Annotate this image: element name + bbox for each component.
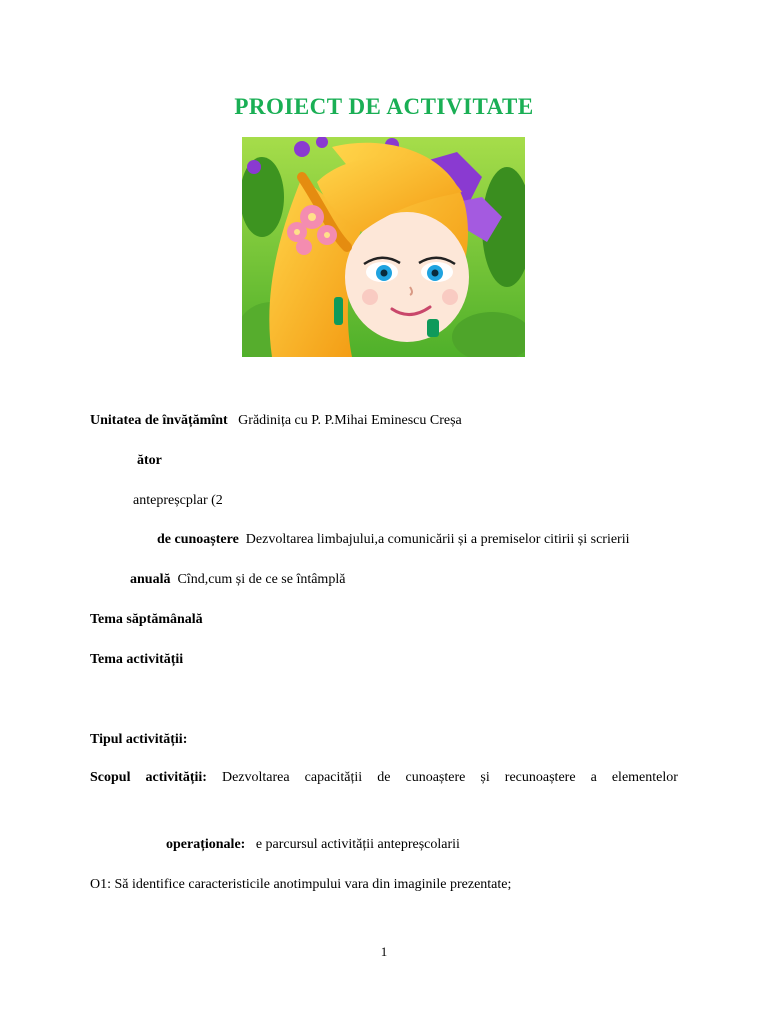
field-obiective [166, 836, 460, 854]
field-grupa [133, 492, 223, 510]
field-label-tema-anuala: anuală [130, 572, 171, 587]
field-educator [137, 452, 162, 470]
scopul-value-word: elementelor [611, 770, 678, 785]
fairy-girl-illustration [242, 137, 525, 357]
scopul-value-word: și [480, 770, 490, 785]
field-label-educator: ător [137, 453, 162, 468]
field-value-domeniul: Dezvoltarea limbajului,a comunicării și a premiselor citirii și scrierii [245, 532, 630, 547]
field-label-tema-activitatii: Tema activității [90, 652, 184, 667]
field-tema-activitatii [90, 651, 183, 669]
field-unitatea [90, 412, 462, 430]
scopul-label-word: activității: [145, 770, 207, 785]
scopul-value-word: Dezvoltarea [221, 770, 290, 785]
scopul-value-word: cunoaștere [405, 770, 466, 785]
field-label-tema-saptamanala: Tema săptămânală [90, 612, 203, 627]
field-label-domeniul: de cunoaștere [157, 532, 239, 547]
scopul-value-word: a [590, 770, 597, 785]
field-label-obiective: operaționale: [166, 837, 246, 852]
scopul-value-word: capacității [304, 770, 363, 785]
field-scopul [90, 769, 678, 787]
field-tema-anuala [130, 571, 345, 589]
objective-o1: O1: Să identifice caracteristicile anotimpului vara din imaginile prezentate; [90, 877, 512, 892]
field-value-obiective: e parcursul activității antepreșcolarii [255, 837, 460, 852]
field-label-tipul: Tipul activității: [90, 732, 188, 747]
field-value-unitatea: Grădinița cu P. P.Mihai Eminescu Creșa [238, 413, 462, 428]
field-value-grupa: antepreșcplar (2 [133, 493, 223, 508]
field-tema-saptamanala [90, 611, 203, 629]
field-label-unitatea: Unitatea de învățămînt [90, 413, 228, 428]
page-number: 1 [380, 944, 388, 959]
scopul-label-word: Scopul [90, 770, 131, 785]
field-domeniul [157, 531, 630, 549]
scopul-value-word: de [377, 770, 391, 785]
page-title: PROIECT DE ACTIVITATE [234, 94, 534, 119]
field-value-tema-anuala: Cînd,cum și de ce se întâmplă [177, 572, 346, 587]
scopul-value-word: recunoaștere [504, 770, 576, 785]
field-tipul [90, 731, 187, 749]
